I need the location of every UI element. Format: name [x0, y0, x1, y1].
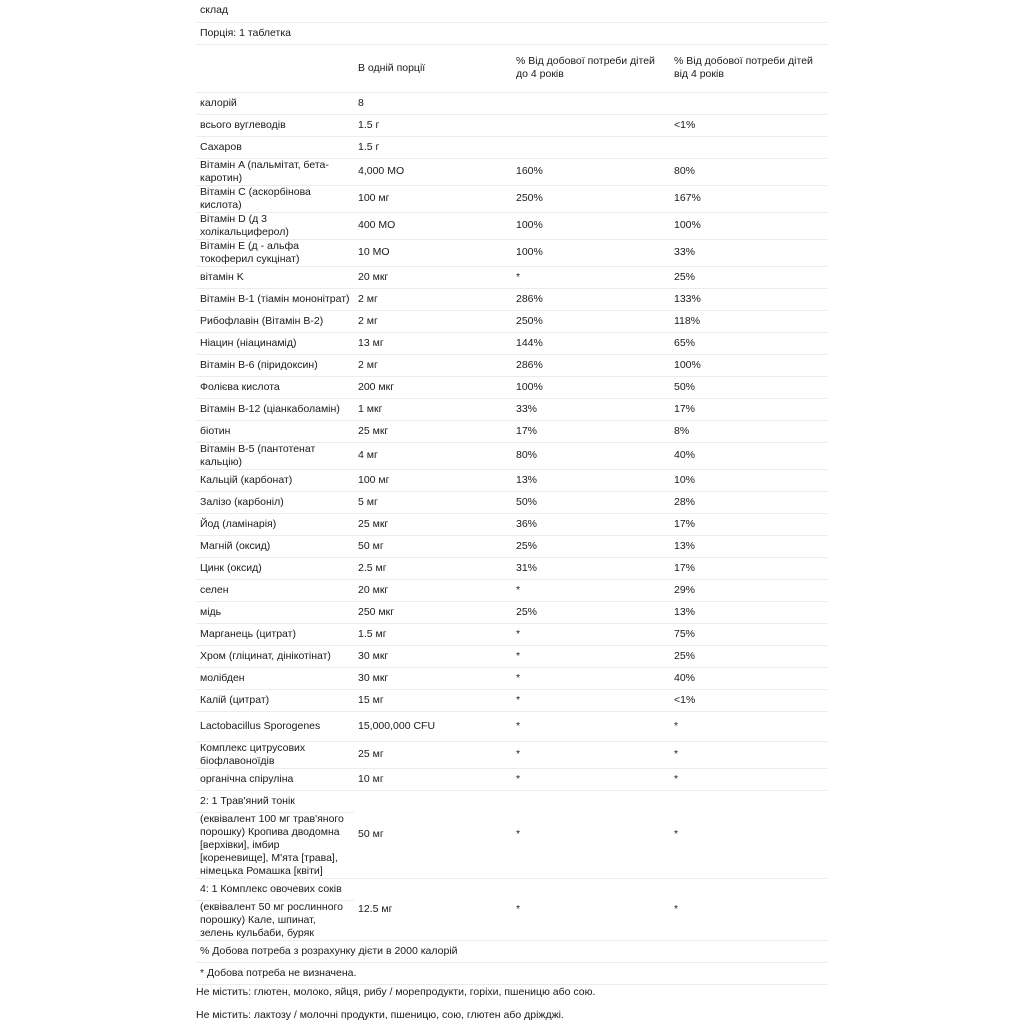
table-row — [196, 623, 828, 645]
table-row — [196, 266, 828, 288]
nutrient-name: Цинк (оксид) — [196, 557, 354, 579]
dv-over4 — [670, 92, 828, 114]
nutrient-name: Вітамін C (аскорбінова кислота) — [196, 185, 354, 212]
dv-under4: * — [512, 579, 670, 601]
nutrient-name: вітамін K — [196, 266, 354, 288]
table-row — [196, 689, 828, 711]
nutrient-name: біотин — [196, 420, 354, 442]
dv-over4: 8% — [670, 420, 828, 442]
nutrient-name: калорій — [196, 92, 354, 114]
nutrient-name: Вітамін В-1 (тіамін мононітрат) — [196, 288, 354, 310]
amount-per-serving: 20 мкг — [354, 266, 512, 288]
title-row — [196, 0, 828, 22]
header-row — [196, 44, 828, 92]
amount-per-serving: 100 мг — [354, 469, 512, 491]
amount-per-serving: 1.5 г — [354, 114, 512, 136]
dv-over4: 28% — [670, 491, 828, 513]
dv-under4: 50% — [512, 491, 670, 513]
table-row — [196, 535, 828, 557]
amount-per-serving: 400 МО — [354, 212, 512, 239]
table-row — [196, 579, 828, 601]
amount-per-serving: 25 мкг — [354, 513, 512, 535]
table-row — [196, 711, 828, 741]
dv-under4: 33% — [512, 398, 670, 420]
free-of-note-2: Не містить: лактозу / молочні продукти, пшеницю, сою, глютен або дріжджі. — [196, 1009, 564, 1021]
nutrient-name: органічна спіруліна — [196, 768, 354, 790]
blend-title-row — [196, 878, 828, 900]
table-row — [196, 92, 828, 114]
table-row — [196, 136, 828, 158]
amount-per-serving: 2 мг — [354, 310, 512, 332]
table-row — [196, 310, 828, 332]
amount-per-serving: 10 мг — [354, 768, 512, 790]
nutrient-name: Рибофлавін (Вітамін В-2) — [196, 310, 354, 332]
nutrient-name: молібден — [196, 667, 354, 689]
table-row — [196, 667, 828, 689]
dv-under4: 286% — [512, 354, 670, 376]
header-dv-under4: % Від добової потреби дітей до 4 років — [512, 44, 670, 92]
dv-over4: 40% — [670, 442, 828, 469]
dv-over4: 50% — [670, 376, 828, 398]
table-row — [196, 491, 828, 513]
table-row — [196, 442, 828, 469]
dv-under4: 160% — [512, 158, 670, 185]
dv-under4: 17% — [512, 420, 670, 442]
amount-per-serving: 4,000 МО — [354, 158, 512, 185]
table-row — [196, 741, 828, 768]
nutrient-name: Фолієва кислота — [196, 376, 354, 398]
nutrient-name: Йод (ламінарія) — [196, 513, 354, 535]
dv-under4: * — [512, 768, 670, 790]
dv-under4: * — [512, 667, 670, 689]
note-row — [196, 962, 828, 984]
dv-under4: 31% — [512, 557, 670, 579]
nutrient-name: Вітамін A (пальмітат, бета-каротин) — [196, 158, 354, 185]
blend-title-row — [196, 790, 828, 812]
dv-over4: 40% — [670, 667, 828, 689]
amount-per-serving: 10 МО — [354, 239, 512, 266]
dv-over4: <1% — [670, 114, 828, 136]
dv-over4: <1% — [670, 689, 828, 711]
table-row — [196, 469, 828, 491]
dv-over4: * — [670, 790, 828, 878]
amount-per-serving: 2.5 мг — [354, 557, 512, 579]
amount-per-serving: 30 мкг — [354, 645, 512, 667]
dv-under4: * — [512, 741, 670, 768]
dv-over4: * — [670, 878, 828, 940]
nutrient-name: всього вуглеводів — [196, 114, 354, 136]
dv-over4: 118% — [670, 310, 828, 332]
dv-over4: 100% — [670, 354, 828, 376]
dv-under4: * — [512, 790, 670, 878]
serving-row — [196, 22, 828, 44]
dv-under4: 100% — [512, 376, 670, 398]
dv-under4: 25% — [512, 535, 670, 557]
dv-under4: * — [512, 645, 670, 667]
serving-size: Порція: 1 таблетка — [196, 22, 828, 44]
amount-per-serving: 13 мг — [354, 332, 512, 354]
nutrient-name: Вітамін В-6 (піридоксин) — [196, 354, 354, 376]
table-row — [196, 768, 828, 790]
amount-per-serving: 15 мг — [354, 689, 512, 711]
dv-over4: 13% — [670, 601, 828, 623]
amount-per-serving: 4 мг — [354, 442, 512, 469]
nutrient-name: Кальцій (карбонат) — [196, 469, 354, 491]
dv-undefined-note: * Добова потреба не визначена. — [196, 962, 828, 984]
dv-under4: 36% — [512, 513, 670, 535]
dv-over4: 133% — [670, 288, 828, 310]
dv-over4: 65% — [670, 332, 828, 354]
amount-per-serving: 25 мг — [354, 741, 512, 768]
free-of-note-1: Не містить: глютен, молоко, яйця, рибу / морепродукти, горіхи, пшеницю або сою. — [196, 986, 596, 998]
nutrient-name: мідь — [196, 601, 354, 623]
table-row — [196, 114, 828, 136]
supplement-facts — [196, 0, 828, 985]
dv-over4: 100% — [670, 212, 828, 239]
nutrient-name: Залізо (карбоніл) — [196, 491, 354, 513]
table-row — [196, 645, 828, 667]
table-row — [196, 601, 828, 623]
amount-per-serving: 1 мкг — [354, 398, 512, 420]
nutrient-name: Магній (оксид) — [196, 535, 354, 557]
dv-over4 — [670, 136, 828, 158]
amount-per-serving: 8 — [354, 92, 512, 114]
dv-over4: 29% — [670, 579, 828, 601]
dv-over4: 25% — [670, 645, 828, 667]
dv-over4: 75% — [670, 623, 828, 645]
amount-per-serving: 1.5 мг — [354, 623, 512, 645]
table-row — [196, 398, 828, 420]
table-row — [196, 420, 828, 442]
dv-over4: 17% — [670, 557, 828, 579]
table-row — [196, 239, 828, 266]
nutrient-name: Вітамін D (д 3 холікальциферол) — [196, 212, 354, 239]
dv-under4 — [512, 114, 670, 136]
nutrient-name: Комплекс цитрусових біофлавоноїдів — [196, 741, 354, 768]
dv-over4: 80% — [670, 158, 828, 185]
blend-description: (еквівалент 50 мг рослинного порошку) Кале, шпинат, зелень кульбаби, буряк — [196, 900, 354, 940]
table-row — [196, 212, 828, 239]
dv-over4: 17% — [670, 398, 828, 420]
nutrient-name: Ніацин (ніацинамід) — [196, 332, 354, 354]
amount-per-serving: 2 мг — [354, 354, 512, 376]
nutrient-name: Вітамін E (д - альфа токоферил сукцінат) — [196, 239, 354, 266]
dv-under4: 144% — [512, 332, 670, 354]
amount-per-serving: 15,000,000 CFU — [354, 711, 512, 741]
dv-under4: 286% — [512, 288, 670, 310]
dv-under4 — [512, 136, 670, 158]
header-dv-over4: % Від добової потреби дітей від 4 років — [670, 44, 828, 92]
dv-under4: * — [512, 711, 670, 741]
table-row — [196, 332, 828, 354]
nutrition-table — [196, 0, 828, 985]
nutrient-name: Вітамін В-5 (пантотенат кальцію) — [196, 442, 354, 469]
nutrient-name: Lactobacillus Sporogenes — [196, 711, 354, 741]
dv-under4: * — [512, 689, 670, 711]
amount-per-serving: 200 мкг — [354, 376, 512, 398]
amount-per-serving: 2 мг — [354, 288, 512, 310]
amount-per-serving: 100 мг — [354, 185, 512, 212]
amount-per-serving: 25 мкг — [354, 420, 512, 442]
dv-over4: 17% — [670, 513, 828, 535]
amount-per-serving: 250 мкг — [354, 601, 512, 623]
table-row — [196, 376, 828, 398]
dv-under4: 100% — [512, 239, 670, 266]
table-row — [196, 185, 828, 212]
amount-per-serving: 5 мг — [354, 491, 512, 513]
table-title: склад — [196, 0, 828, 22]
blend-title: 2: 1 Трав'яний тонік — [196, 790, 354, 812]
dv-under4: 250% — [512, 185, 670, 212]
dv-under4: * — [512, 266, 670, 288]
amount-per-serving: 50 мг — [354, 535, 512, 557]
dv-under4: * — [512, 623, 670, 645]
dv-over4: * — [670, 768, 828, 790]
dv-over4: * — [670, 741, 828, 768]
amount-per-serving: 30 мкг — [354, 667, 512, 689]
dv-under4 — [512, 92, 670, 114]
amount-per-serving: 20 мкг — [354, 579, 512, 601]
table-row — [196, 158, 828, 185]
blend-title: 4: 1 Комплекс овочевих соків — [196, 878, 354, 900]
amount-per-serving: 12.5 мг — [354, 878, 512, 940]
dv-over4: 10% — [670, 469, 828, 491]
nutrient-name: Хром (гліцинат, дінікотінат) — [196, 645, 354, 667]
nutrient-name: Сахаров — [196, 136, 354, 158]
dv-under4: 80% — [512, 442, 670, 469]
amount-per-serving: 1.5 г — [354, 136, 512, 158]
table-row — [196, 288, 828, 310]
nutrient-name: Вітамін В-12 (ціанкаболамін) — [196, 398, 354, 420]
amount-per-serving: 50 мг — [354, 790, 512, 878]
nutrient-name: Марганець (цитрат) — [196, 623, 354, 645]
dv-under4: 100% — [512, 212, 670, 239]
blend-description: (еквівалент 100 мг трав'яного порошку) Кропива дводомна [верхівки], імбир [кореневище], М'ята [трава], німецька Ромашка [квіти] — [196, 812, 354, 878]
nutrient-name: Калій (цитрат) — [196, 689, 354, 711]
dv-over4: 25% — [670, 266, 828, 288]
dv-under4: 13% — [512, 469, 670, 491]
dv-over4: 167% — [670, 185, 828, 212]
note-row — [196, 940, 828, 962]
nutrient-name: селен — [196, 579, 354, 601]
dv-under4: 250% — [512, 310, 670, 332]
header-amount: В одній порції — [354, 44, 512, 92]
table-row — [196, 557, 828, 579]
table-row — [196, 513, 828, 535]
dv-under4: * — [512, 878, 670, 940]
dv-over4: * — [670, 711, 828, 741]
table-row — [196, 354, 828, 376]
dv-under4: 25% — [512, 601, 670, 623]
dv-over4: 33% — [670, 239, 828, 266]
dv-over4: 13% — [670, 535, 828, 557]
dv-basis-note: % Добова потреба з розрахунку дієти в 2000 калорій — [196, 940, 828, 962]
